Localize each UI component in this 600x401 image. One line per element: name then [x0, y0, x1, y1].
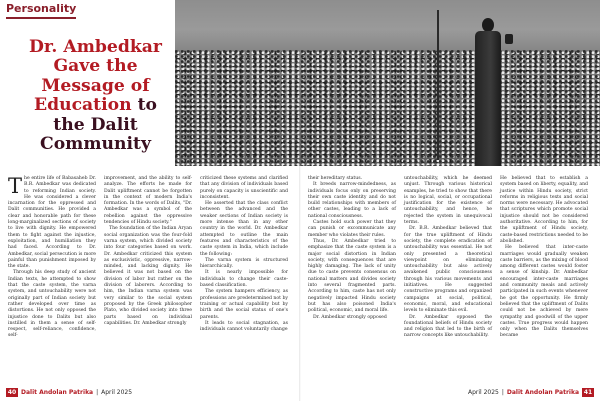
text-column-4	[308, 176, 396, 321]
drop-cap: T	[8, 174, 23, 198]
footer-separator: |	[501, 389, 504, 396]
title-line-5: the Dalit	[53, 114, 138, 135]
paragraph: Dr. Ambedkar strongly opposed	[313, 314, 387, 320]
title-line-4	[8, 96, 183, 115]
right-page-number: 41	[583, 389, 593, 396]
paragraph: He believed that inter-caste marriages would gradually weaken caste barriers, as the mixing of blood among different castes would foster a sense of kinship. Dr. Ambedkar encouraged inter-caste marriages and community meals and actively participated in such events whenever he got the opportunity. He firmly believed that the upliftment of Dalits could not be achieved by mere sympathy and goodwill of the upper castes. True progress would happen only when the Dalits themselves became	[500, 245, 588, 339]
paragraph: The entire life of Babasaheb Dr. B.R. Ambedkar was dedicated to reforming Indian society. He was considered a clever incarnation for the oppressed and Dalit communities. He provided a clear and honorable path for these long-marginalized sections of society to live with dignity. He empowered them to fight against the injustice, exploitation, and humiliation they had faced. According to Dr. Ambedkar, social persecution is more painful than punishment imposed by the state.	[8, 174, 96, 270]
paragraph: It is nearly impossible for individuals to change their caste-based classification.	[200, 270, 288, 289]
title-line-3: Message of	[41, 75, 150, 96]
photo-pole	[437, 10, 439, 160]
text-column-1	[8, 176, 96, 340]
paragraph: It leads to social stagnation, as individuals cannot voluntarily change	[200, 320, 288, 333]
paragraph: criticized these systems and clarified that any division of individuals based purely on capacity is unscientific and inconsistent.	[200, 176, 288, 200]
title-line-6: Community	[40, 134, 151, 155]
paragraph: Dr. Ambedkar opposed the foundational beliefs of Hindu society and religion that led to the birth of narrow concepts like untouchability.	[404, 314, 492, 339]
ambedkar-crowd-photo	[175, 0, 600, 166]
publication-name: Dalit Andolan Patrika	[506, 389, 579, 396]
text-column-5	[404, 176, 492, 340]
microphone-icon	[505, 34, 513, 44]
title-line-1: Dr. Ambedkar	[29, 37, 162, 57]
paragraph: The foundation of the Indian Aryan social organization was the four-fold varna system, which divided society into four categories based on work. Dr. Ambedkar criticized this system as exclusivistic, oppressive, narrow-minded, and lacking dignity. He believed it was not based on the division of labor but rather on the division of laborers. According to him, the Indian varna system was very similar to the social system proposed by the Greek philosopher Plato, who divided society into three parts based on individual capabilities. Dr. Ambedkar strongly	[104, 226, 192, 326]
issue-date: April 2025	[467, 389, 499, 396]
speaker-head	[482, 18, 494, 32]
paragraph: Castes hold such power that they can punish or excommunicate any member who violates their rules.	[308, 220, 396, 238]
paragraph: Dr. B.R. Ambedkar believed that for the true upliftment of Hindu society, the complete eradication of untouchability was essential. He not only presented a theoretical viewpoint on eliminating untouchability but also actively awakened public consciousness through his various movements and initiatives. He suggested constructive programs and organized campaigns at social, political, economic, moral, and educational levels to eliminate this evil.	[404, 226, 492, 314]
title-word-to: to	[137, 95, 158, 116]
article-title	[8, 38, 183, 154]
paragraph: Thus, Dr. Ambedkar tried to emphasize that the caste system is a major social distortion in Indian society, with consequences that are highly damaging. The lack of unity due to caste prevents consensus on national matters and divides society into several fragmented parts. According to him, caste has not only negatively impacted Hindu society but has also poisoned India's political, economic, and moral life.	[308, 238, 396, 314]
paragraph: untouchability, which he deemed unjust. Through various historical examples, he tried to show that there is no logical, social, or occupational justification for the existence of untouchability, and hence, he rejected the system in unequivocal terms.	[404, 176, 492, 226]
paragraph: their hereditary status.	[308, 176, 363, 181]
left-footer	[6, 388, 132, 397]
photo-crowd	[175, 50, 600, 166]
text-column-2	[104, 176, 192, 327]
paragraph: The varna system is structured hierarchically.	[200, 257, 288, 270]
issue-date: April 2025	[101, 389, 133, 396]
title-line-2: Gave the	[53, 56, 138, 77]
paragraph: The system hampers efficiency, as professions are predetermined not by training or actual capability but by birth and the social status of one's parents.	[200, 289, 288, 320]
paragraph: He believed that to establish a system based on liberty, equality, and justice within Hindu society, strict reforms in religious texts and social norms were necessary. He advocated that scriptures which promote social injustice should not be considered authoritative. According to him, for the upliftment of Hindu society, caste-based restrictions needed to be abolished.	[500, 176, 588, 244]
paragraph: improvement, and the ability to self-analyze. The efforts he made for Dalit upliftment cannot be forgotten in the context of modern India's formation. In the words of Dalits, "Dr. Ambedkar was a symbol of the rebellion against the oppressive tendencies of Hindu society."	[104, 176, 192, 226]
title-word-education: Education	[33, 95, 132, 116]
section-rule	[6, 17, 76, 19]
text-column-6	[500, 176, 588, 340]
section-label: Personality	[6, 2, 77, 15]
speaker-figure	[473, 18, 503, 166]
text-column-3	[200, 176, 288, 333]
paragraph: It breeds narrow-mindedness, as individuals focus only on preserving their own caste identity and do not build relationships with members of other castes, leading to a lack of national consciousness.	[308, 182, 396, 219]
left-page-number: 40	[7, 389, 17, 396]
footer-separator: |	[96, 389, 99, 396]
publication-name: Dalit Andolan Patrika	[21, 389, 94, 396]
paragraph: He asserted that the class conflict between the advanced and the weaker sections of Indian society is more intense than in any other country in the world. Dr. Ambedkar attempted to outline the main features and characteristics of the caste system in India, which include the following:	[200, 201, 288, 257]
speaker-body	[475, 31, 501, 166]
right-footer	[468, 388, 594, 397]
paragraph: Through his deep study of ancient Indian texts, he attempted to show that the caste system, the varna system, and untouchability were not originally part of Indian society but rather developed over time as distortions. He not only opposed the injustice done to Dalits but also instilled in them a sense of self-respect, self-reliance, confidence, self-	[8, 270, 96, 339]
